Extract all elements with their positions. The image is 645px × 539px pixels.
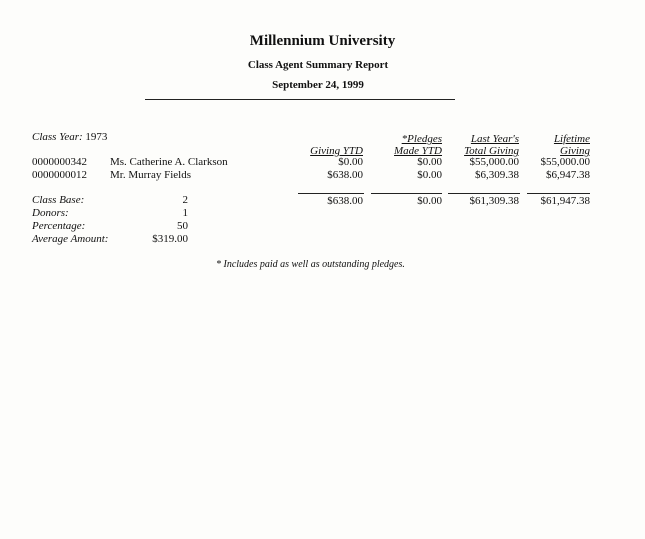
stat-label: Class Base: <box>32 194 85 206</box>
total-rule-lifetime <box>527 193 590 194</box>
total-last-year: $61,309.38 <box>469 195 519 207</box>
donor-giving-ytd: $0.00 <box>338 156 363 168</box>
donor-id: 0000000342 <box>32 156 87 168</box>
report-title: Class Agent Summary Report <box>247 59 389 71</box>
class-year <box>32 131 107 144</box>
stat-value: 2 <box>182 194 188 206</box>
column-header-line: Giving YTD <box>310 145 363 157</box>
total-rule-giving <box>298 193 364 194</box>
donor-name: Mr. Murray Fields <box>110 169 191 181</box>
column-header-line: Total Giving <box>464 145 519 157</box>
column-header-line: Giving <box>560 145 590 157</box>
total-lifetime: $61,947.38 <box>540 195 590 207</box>
header-divider <box>145 99 455 100</box>
university-name: Millennium University <box>249 33 396 49</box>
stat-value: 1 <box>182 207 188 219</box>
column-header-line: *Pledges <box>401 133 442 145</box>
total-pledges-ytd: $0.00 <box>417 195 442 207</box>
donor-name: Ms. Catherine A. Clarkson <box>110 156 228 168</box>
class-year-value: 1973 <box>85 131 108 143</box>
donor-id: 0000000012 <box>32 169 87 181</box>
column-header-line: Made YTD <box>394 145 442 157</box>
total-rule-pledges <box>371 193 442 194</box>
stat-label: Average Amount: <box>32 233 109 245</box>
column-header-last-year <box>464 133 519 157</box>
donor-pledges-ytd: $0.00 <box>417 169 442 181</box>
column-header-pledges-ytd <box>394 133 442 157</box>
stat-value: 50 <box>177 220 188 232</box>
column-header-line: Lifetime <box>553 133 590 145</box>
stat-label: Donors: <box>32 207 69 219</box>
column-header-line: Last Year's <box>470 133 519 145</box>
stat-value: $319.00 <box>152 233 188 245</box>
donor-giving-ytd: $638.00 <box>327 169 363 181</box>
donor-last-year: $55,000.00 <box>469 156 519 168</box>
donor-lifetime: $55,000.00 <box>540 156 590 168</box>
stat-label: Percentage: <box>32 220 86 232</box>
total-rule-last-year <box>448 193 520 194</box>
class-year-label: Class Year: <box>32 131 83 143</box>
footnote: * Includes paid as well as outstanding pledges. <box>216 259 405 270</box>
donor-last-year: $6,309.38 <box>475 169 519 181</box>
donor-pledges-ytd: $0.00 <box>417 156 442 168</box>
total-giving-ytd: $638.00 <box>327 195 363 207</box>
donor-lifetime: $6,947.38 <box>546 169 590 181</box>
column-header-lifetime <box>554 133 590 157</box>
report-date: September 24, 1999 <box>272 79 364 91</box>
